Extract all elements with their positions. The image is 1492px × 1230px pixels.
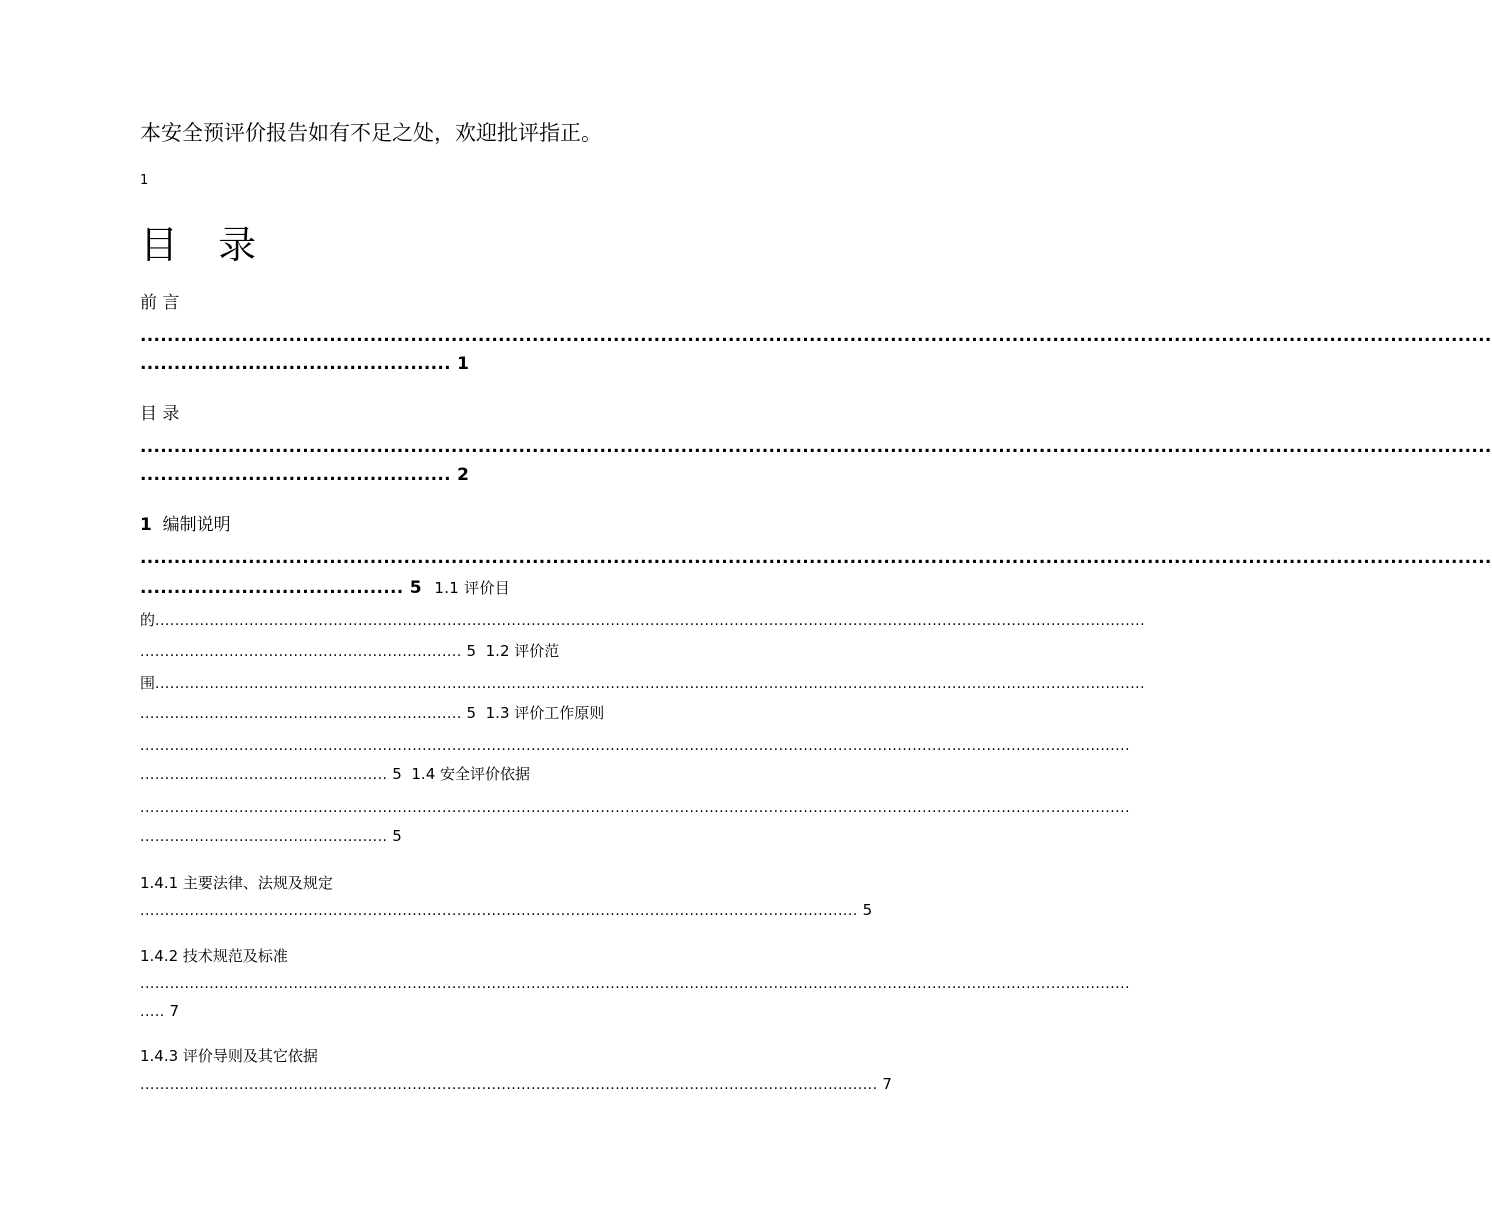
toc-entry-s1-4-line: .................................................. 5 (140, 827, 402, 845)
toc-entry-s1-2-title-b: 围 (140, 674, 156, 692)
toc-entry-ch1-page: 5 (409, 578, 422, 598)
toc-entry-s1-4-3-line: ..................................................................................................................................................... 7 (140, 1075, 892, 1093)
toc-entry-ch1-label: 编制说明 (162, 515, 231, 535)
toc-entry-preface-title[interactable]: 前 言 (140, 293, 180, 313)
toc-entry-s1-4-2-title[interactable]: 1.4.2 技术规范及标准 (140, 947, 288, 965)
toc-entry-s1-3-line: .................................................. 5 1.4 安全评价依据 (140, 765, 531, 783)
toc-entry-s1-3-page: 5 (392, 765, 402, 783)
toc-entry-s1-4-3-title[interactable]: 1.4.3 评价导则及其它依据 (140, 1047, 318, 1065)
toc-entry-s1-4-page: 5 (392, 827, 402, 845)
toc-entry-s1-1-page: 5 (466, 642, 477, 660)
toc-entry-ch1-number: 1 (140, 515, 152, 535)
toc-entry-s1-1-title-a[interactable]: 1.1 评价目 (434, 579, 511, 597)
toc-entry-preface-line: .............................................. 1 (140, 354, 470, 374)
toc-entry-s1-4-2-page: 7 (169, 1002, 180, 1020)
page-number: 1 (140, 173, 149, 188)
toc-entry-s1-1-title-b: 的 (140, 611, 156, 629)
toc-entry-s1-2-page: 5 (466, 704, 477, 722)
intro-text: 本安全预评价报告如有不足之处，欢迎批评指正。 (140, 121, 602, 145)
toc-entry-s1-3-title[interactable]: 1.3 评价工作原则 (485, 704, 605, 722)
toc-entry-s1-2-title-a[interactable]: 1.2 评价范 (485, 642, 560, 660)
toc-entry-s1-4-1-line: ................................................................................................................................................. 5 (140, 901, 873, 919)
toc-entry-s1-4-title[interactable]: 1.4 安全评价依据 (411, 765, 531, 783)
toc-entry-contents-title[interactable]: 目 录 (140, 404, 180, 424)
toc-entry-s1-4-1-title[interactable]: 1.4.1 主要法律、法规及规定 (140, 874, 333, 892)
toc-entry-s1-2-line: 围........................................................................................................................................................................................................ (140, 674, 1146, 692)
toc-entry-s1-1-line: 的........................................................................................................................................................................................................ (140, 611, 1146, 629)
toc-leader: ........................................................................................................................................................................................................ (140, 738, 1131, 754)
toc-leader: ........................................................................................................................................................................................................ (140, 326, 1492, 346)
toc-title: 目 录 (140, 223, 271, 267)
toc-leader: ........................................................................................................................................................................................................ (140, 976, 1131, 992)
toc-entry-s1-2-line2: ................................................................. 5 1.3 评价工作原则 (140, 704, 605, 722)
toc-entry-ch1-title[interactable] (140, 517, 231, 534)
toc-entry-s1-4-3-page: 7 (882, 1075, 892, 1093)
toc-entry-s1-1-line2: ................................................................. 5 1.2 评价范 (140, 642, 560, 660)
toc-entry-contents-line: .............................................. 2 (140, 465, 470, 485)
toc-entry-s1-4-2-line: ..... 7 (140, 1002, 180, 1020)
toc-leader: ........................................................................................................................................................................................................ (140, 800, 1131, 816)
toc-leader: ........................................................................................................................................................................................................ (140, 548, 1492, 568)
toc-entry-s1-4-1-page: 5 (862, 901, 873, 919)
toc-entry-ch1-line: ....................................... 5 1.1 评价目 (140, 578, 511, 598)
toc-entry-contents-page: 2 (457, 465, 470, 485)
toc-leader: ........................................................................................................................................................................................................ (140, 437, 1492, 457)
toc-entry-preface-page: 1 (457, 354, 470, 374)
